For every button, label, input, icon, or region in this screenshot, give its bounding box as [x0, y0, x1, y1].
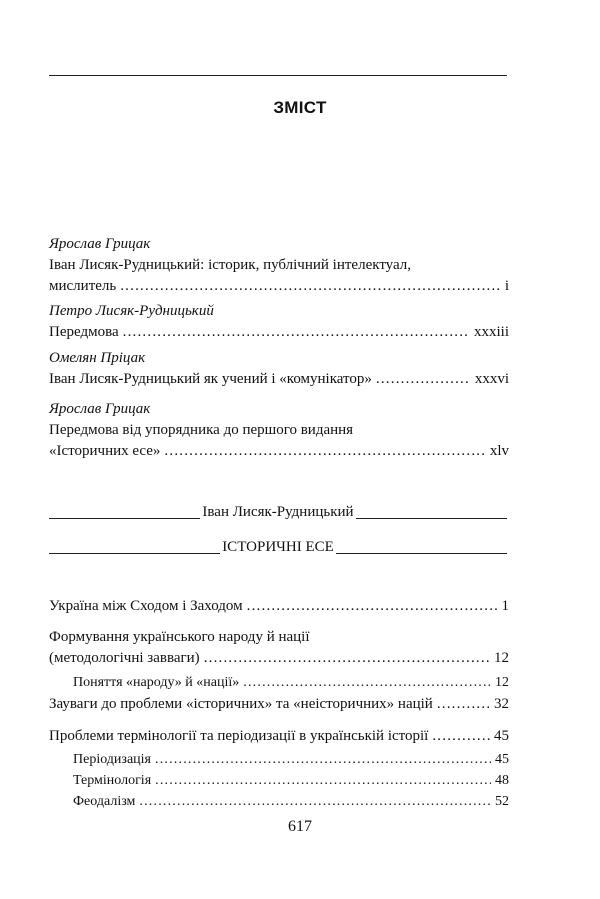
entry-title-line: Іван Лисяк-Рудницький: історик, публічний інтелектуал, — [49, 257, 412, 273]
entry-title: мислитель — [49, 278, 117, 294]
entry-leader-line — [49, 694, 509, 715]
entry-page: xxxvi — [474, 371, 509, 387]
entry-leader-line — [73, 791, 509, 812]
book-author-divider — [49, 502, 507, 522]
book-author: Іван Лисяк-Рудницький — [202, 504, 354, 520]
dot-leader — [155, 770, 491, 791]
toc-entry[interactable] — [49, 234, 509, 297]
toc-entry[interactable] — [49, 726, 509, 812]
entry-leader-line — [73, 749, 509, 770]
entry-author: Омелян Пріцак — [49, 350, 146, 366]
subentry-title: Термінологія — [73, 773, 152, 788]
subentry[interactable] — [49, 672, 509, 693]
dot-leader — [376, 369, 471, 390]
subentry[interactable] — [49, 770, 509, 791]
dot-leader — [432, 726, 490, 747]
entry-leader-line — [49, 276, 509, 297]
entry-leader-line — [49, 596, 509, 617]
entry-page: xlv — [489, 443, 509, 459]
entry-author: Ярослав Грицак — [49, 401, 151, 417]
subentry-title: Феодалізм — [73, 794, 136, 809]
entry-title-line: Передмова від упорядника до першого видання — [49, 422, 354, 438]
dot-leader — [123, 322, 470, 343]
subentry-page: 12 — [495, 675, 509, 690]
entry-title: Україна між Сходом і Заходом — [49, 598, 243, 614]
toc-entry[interactable] — [49, 348, 509, 390]
page-number: 617 — [288, 818, 312, 835]
divider-rule — [49, 518, 200, 519]
toc-entry[interactable] — [49, 694, 509, 715]
subentry[interactable] — [49, 791, 509, 812]
entry-leader-line — [73, 770, 509, 791]
dot-leader — [139, 791, 491, 812]
toc-entry[interactable] — [49, 596, 509, 617]
entry-leader-line — [73, 672, 509, 693]
entry-title: Проблеми термінології та періодизації в українській історії — [49, 728, 429, 744]
entry-author: Ярослав Грицак — [49, 236, 151, 252]
subentry-page: 45 — [495, 752, 509, 767]
book-title-divider — [49, 537, 507, 557]
entry-leader-line — [49, 322, 509, 343]
entry-title: Іван Лисяк-Рудницький як учений і «комунікатор» — [49, 371, 372, 387]
entry-author: Петро Лисяк-Рудницький — [49, 303, 214, 319]
subentry-title: Поняття «народу» й «нації» — [73, 675, 240, 690]
dot-leader — [164, 441, 485, 462]
subentry-title: Періодизація — [73, 752, 151, 767]
entry-leader-line — [49, 726, 509, 747]
dot-leader — [247, 596, 498, 617]
dot-leader — [120, 276, 501, 297]
toc-entry[interactable] — [49, 627, 509, 693]
divider-rule — [356, 518, 507, 519]
top-rule — [49, 75, 507, 76]
entry-page: 1 — [501, 598, 509, 614]
dot-leader — [204, 648, 490, 669]
entry-title: Передмова — [49, 324, 119, 340]
entry-page: 45 — [494, 728, 509, 744]
entry-leader-line — [49, 648, 509, 669]
page-title: ЗМІСТ — [273, 98, 327, 117]
subentry-page: 52 — [495, 794, 509, 809]
subentry-page: 48 — [495, 773, 509, 788]
entry-leader-line — [49, 441, 509, 462]
entry-leader-line — [49, 369, 509, 390]
entry-title-line: Формування українського народу й нації — [49, 629, 310, 645]
toc-entry[interactable] — [49, 399, 509, 462]
dot-leader — [243, 672, 491, 693]
divider-rule — [336, 553, 507, 554]
entry-page: i — [504, 278, 509, 294]
entry-page: 12 — [494, 650, 509, 666]
divider-rule — [49, 553, 220, 554]
dot-leader — [437, 694, 490, 715]
entry-title: Зауваги до проблеми «історичних» та «неісторичних» націй — [49, 696, 433, 712]
entry-page: xxxiii — [473, 324, 509, 340]
book-title: ІСТОРИЧНІ ЕСЕ — [222, 539, 334, 555]
dot-leader — [155, 749, 491, 770]
subentry[interactable] — [49, 749, 509, 770]
toc-entry[interactable] — [49, 301, 509, 343]
entry-page: 32 — [494, 696, 509, 712]
entry-title: (методологічні завваги) — [49, 650, 200, 666]
entry-title: «Історичних есе» — [49, 443, 161, 459]
